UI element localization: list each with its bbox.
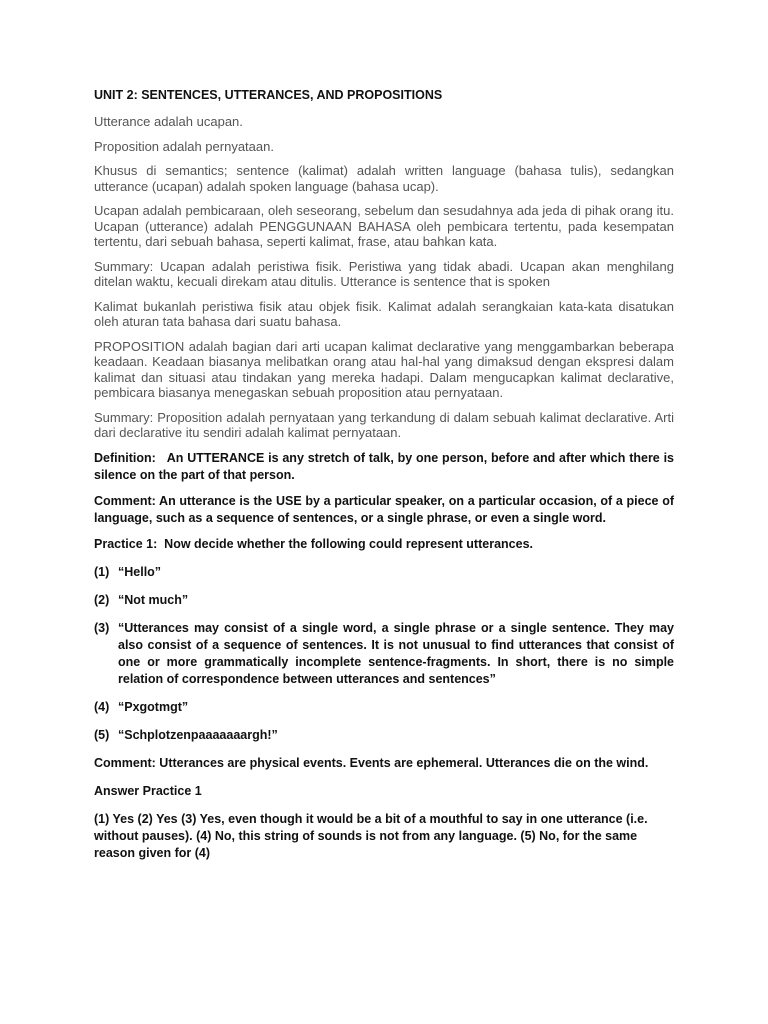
item-text: “Schplotzenpaaaaaaargh!” xyxy=(118,727,278,742)
definition-label: Definition: xyxy=(94,450,156,465)
answer-text: (1) Yes (2) Yes (3) Yes, even though it would be a bit of a mouthful to say in one utterance (i.e. without pauses). (4) No, this string of sounds is not from any language. (5) No, for the same reason given for (4) xyxy=(94,811,648,860)
page-title: UNIT 2: SENTENCES, UTTERANCES, AND PROPOSITIONS xyxy=(94,88,443,102)
item-text: “Hello” xyxy=(118,564,162,579)
item-number: (4) xyxy=(94,699,110,714)
practice-item xyxy=(94,564,674,581)
item-text: “Not much” xyxy=(118,592,189,607)
practice-item xyxy=(94,592,674,609)
intro-paragraph: Proposition adalah pernyataan. xyxy=(94,138,274,154)
practice-item xyxy=(94,699,674,716)
comment-label: Comment: xyxy=(94,493,156,508)
item-number: (2) xyxy=(94,592,110,607)
answer-heading: Answer Practice 1 xyxy=(94,783,202,798)
intro-paragraph: Summary: Ucapan adalah peristiwa fisik. Peristiwa yang tidak abadi. Ucapan akan menghilang ditelan waktu, kecuali direkam atau ditulis. Utterance is sentence that is spoken xyxy=(94,258,674,289)
practice-instruction xyxy=(94,536,674,553)
comment-paragraph xyxy=(94,755,674,772)
comment-paragraph xyxy=(94,493,674,527)
practice-item xyxy=(94,620,674,688)
definition-text: An UTTERANCE is any stretch of talk, by one person, before and after which there is silence on the part of that person. xyxy=(94,450,678,482)
comment-text: An utterance is the USE by a particular speaker, on a particular occasion, of a piece of language, such as a sequence of sentences, or a single phrase, or even a single word. xyxy=(94,493,674,525)
definition-paragraph xyxy=(94,450,678,484)
item-text: “Utterances may consist of a single word, a single phrase or a single sentence. They may also consist of a sequence of sentences. It is not unusual to find utterances that consist of one or more grammatically incomplete sentence-fragments. In short, there is no simple relation of correspondence between utterances and sentences” xyxy=(118,620,674,686)
item-text: “Pxgotmgt” xyxy=(118,699,189,714)
practice-item xyxy=(94,727,674,744)
practice-label: Practice 1: xyxy=(94,536,158,551)
intro-paragraph: Khusus di semantics; sentence (kalimat) adalah written language (bahasa tulis), sedangkan utterance (ucapan) adalah spoken language (bahasa ucap). xyxy=(94,163,674,194)
comment-label: Comment: xyxy=(94,755,156,770)
comment-text: Utterances are physical events. Events are ephemeral. Utterances die on the wind. xyxy=(155,755,649,770)
practice-text: Now decide whether the following could represent utterances. xyxy=(157,536,533,551)
item-number: (3) xyxy=(94,620,110,635)
intro-paragraph: Ucapan adalah pembicaraan, oleh seseorang, sebelum dan sesudahnya ada jeda di pihak orang itu. Ucapan (utterance) adalah PENGGUNAAN BAHASA oleh pembicara tertentu, pada kesempatan tertentu, dari sebuah bahasa, seperti kalimat, frase, atau bahkan kata. xyxy=(94,203,674,249)
document-page xyxy=(94,84,678,862)
intro-paragraph: PROPOSITION adalah bagian dari arti ucapan kalimat declarative yang menggambarkan beberapa keadaan. Keadaan biasanya melibatkan orang atau hal-hal yang dimaksud dengan ekspresi dalam kalimat dan situasi atau tindakan yang mereka hadapi. Dalam mengucapkan kalimat declarative, pembicara biasanya menegaskan sebuah proposition atau pernyataan. xyxy=(94,338,674,400)
intro-paragraph: Summary: Proposition adalah pernyataan yang terkandung di dalam sebuah kalimat declarative. Arti dari declarative itu sendiri adalah kalimat pernyataan. xyxy=(94,409,674,440)
item-number: (5) xyxy=(94,727,110,742)
item-number: (1) xyxy=(94,564,110,579)
intro-paragraph: Utterance adalah ucapan. xyxy=(94,114,243,129)
intro-paragraph: Kalimat bukanlah peristiwa fisik atau objek fisik. Kalimat adalah serangkaian kata-kata disatukan oleh aturan tata bahasa dari suatu bahasa. xyxy=(94,298,674,329)
